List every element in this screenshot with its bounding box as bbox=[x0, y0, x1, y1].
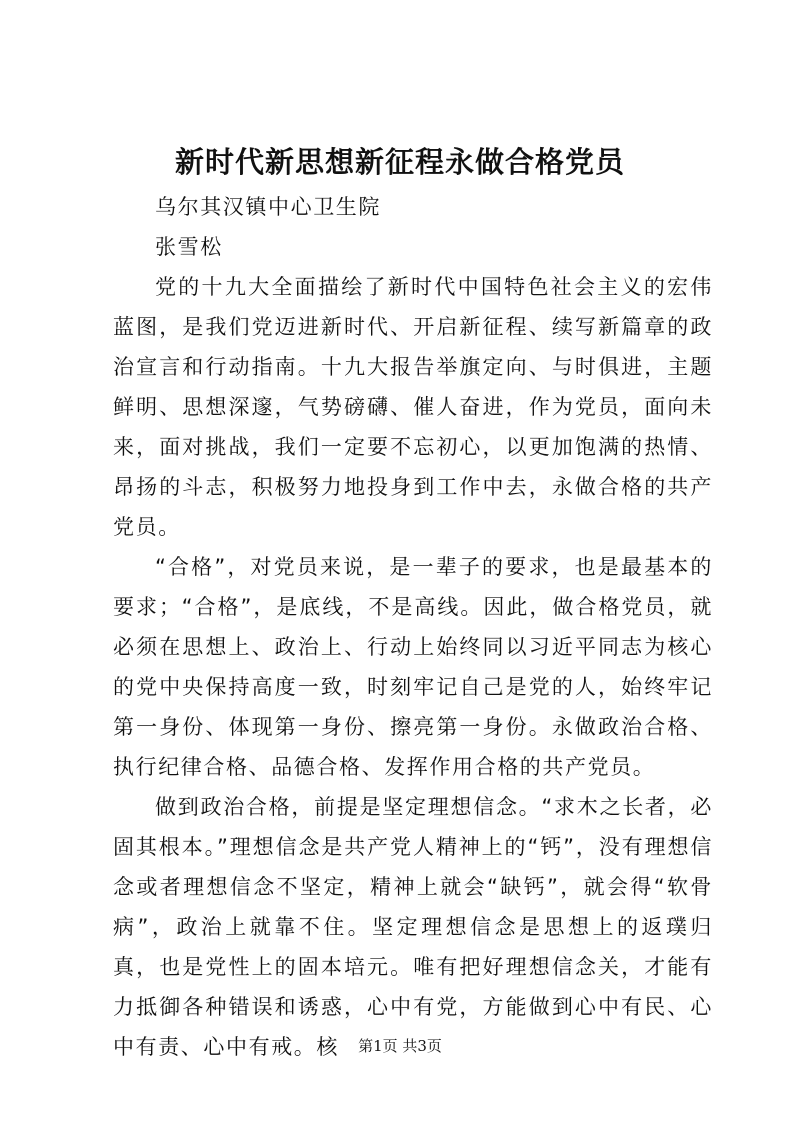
author-line: 张雪松 bbox=[155, 235, 223, 259]
paragraph: 做到政治合格，前提是坚定理想信念。“求木之长者，必固其根本。”理想信念是共产党人精神上的“钙”，没有理想信念或者理想信念不坚定，精神上就会“缺钙”，就会得“软骨病”，政治上就靠不住。坚定理想信念是思想上的返璞归真，也是党性上的固本培元。唯有把好理想信念关，才能有力抵御各种错误和诱惑，心中有党，方能做到心中有民、心中有责、心中有戒。核 bbox=[113, 795, 713, 1059]
document-title: 新时代新思想新征程永做合格党员 bbox=[174, 145, 625, 179]
paragraph: 党的十九大全面描绘了新时代中国特色社会主义的宏伟蓝图，是我们党迈进新时代、开启新征程、续写新篇章的政治宣言和行动指南。十九大报告举旗定向、与时俱进，主题鲜明、思想深邃，气势磅礴、催人奋进，作为党员，面向未来，面对挑战，我们一定要不忘初心，以更加饱满的热情、昂扬的斗志，积极努力地投身到工作中去，永做合格的共产党员。 bbox=[113, 275, 713, 539]
paragraph: “合格”，对党员来说，是一辈子的要求，也是最基本的要求；“合格”，是底线，不是高线。因此，做合格党员，就必须在思想上、政治上、行动上始终同以习近平同志为核心的党中央保持高度一致，时刻牢记自己是党的人，始终牢记第一身份、体现第一身份、擦亮第一身份。永做政治合格、执行纪律合格、品德合格、发挥作用合格的共产党员。 bbox=[113, 555, 713, 779]
organization-line: 乌尔其汉镇中心卫生院 bbox=[155, 195, 381, 219]
page-number-footer: 第1页 共3页 bbox=[358, 1037, 442, 1055]
document-body bbox=[113, 187, 713, 1067]
